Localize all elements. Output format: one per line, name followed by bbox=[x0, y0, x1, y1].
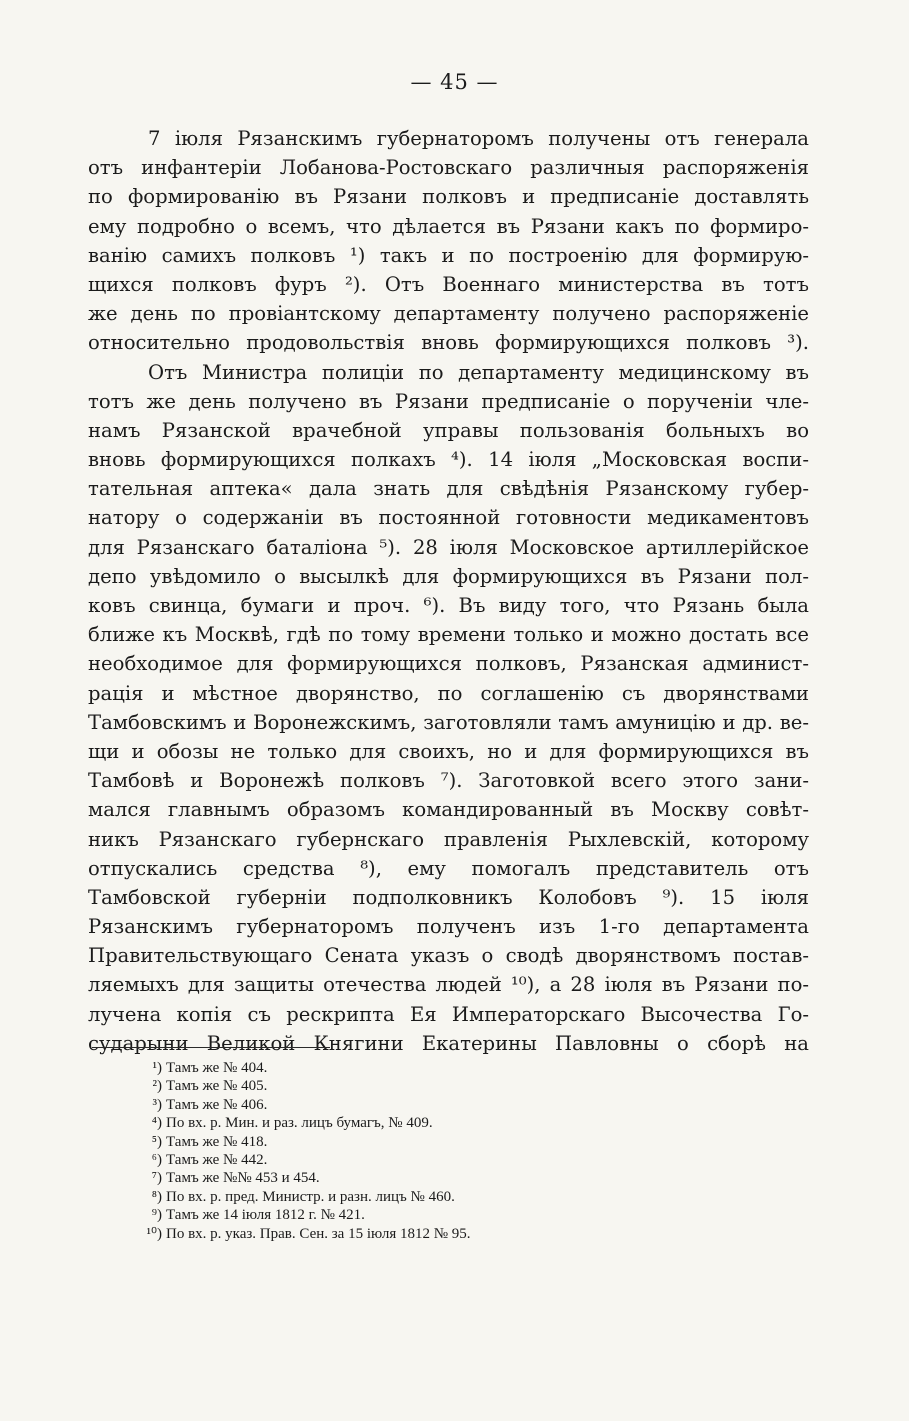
text-line: ближе къ Москвѣ, гдѣ по тому времени только и можно достать все bbox=[88, 623, 809, 647]
footnote bbox=[130, 1059, 690, 1077]
footnote-text: По вх. р. пред. Министр. и разн. лицъ № 460. bbox=[166, 1188, 455, 1205]
footnote bbox=[130, 1133, 690, 1151]
text-line: депо увѣдомило о высылкѣ для формирующихся въ Рязани пол- bbox=[88, 564, 809, 588]
footnote-text: Тамъ же № 406. bbox=[166, 1096, 268, 1113]
text-line: Рязанскимъ губернаторомъ полученъ изъ 1-го департамента bbox=[88, 915, 809, 939]
text-line: намъ Рязанской врачебной управы пользованія больныхъ во bbox=[88, 418, 809, 442]
footnote bbox=[130, 1169, 690, 1187]
text-line: же день по провіантскому департаменту получено распоряженіе bbox=[88, 302, 809, 326]
footnote-mark: ⁷) bbox=[151, 1170, 162, 1187]
footnote bbox=[130, 1225, 690, 1243]
text-line: Правительствующаго Сената указъ о сводѣ дворянствомъ постав- bbox=[88, 944, 809, 968]
text-line: отъ инфантеріи Лобанова-Ростовскаго различныя распоряженія bbox=[88, 156, 809, 180]
text-line: никъ Рязанскаго губернскаго правленія Рыхлевскій, которому bbox=[88, 827, 809, 851]
text-line: Тамбовскимъ и Воронежскимъ, заготовляли тамъ амуницію и др. ве- bbox=[88, 710, 809, 734]
footnote-text: Тамъ же № 404. bbox=[166, 1060, 268, 1076]
footnote-text: По вх. р. Мин. и раз. лицъ бумагъ, № 409. bbox=[166, 1115, 433, 1132]
footnote-text: Тамъ же № 418. bbox=[166, 1133, 268, 1150]
footnote-mark: ⁹) bbox=[151, 1207, 162, 1224]
footnote-mark: ¹) bbox=[152, 1060, 162, 1076]
footnote bbox=[130, 1077, 690, 1095]
footnote-mark: ⁴) bbox=[151, 1115, 162, 1132]
text-line: тательная аптека« дала знать для свѣдѣнія Рязанскому губер- bbox=[88, 477, 809, 501]
text-line: щихся полковъ фуръ ²). Отъ Военнаго министерства въ тотъ bbox=[88, 272, 809, 296]
text-line: сударыни Великой Княгини Екатерины Павловны о сборѣ на bbox=[88, 1031, 809, 1055]
text-line: необходимое для формирующихся полковъ, Рязанская админист- bbox=[88, 652, 809, 676]
text-line: для Рязанскаго баталіона ⁵). 28 іюля Московское артиллерійское bbox=[88, 535, 809, 559]
text-line: ляемыхъ для защиты отечества людей ¹⁰), а 28 іюля въ Рязани по- bbox=[88, 973, 809, 997]
text-line: ковъ свинца, бумаги и проч. ⁶). Въ виду того, что Рязань была bbox=[88, 594, 809, 617]
text-line: вновь формирующихся полкахъ ⁴). 14 іюля „Московская воспи- bbox=[88, 448, 809, 472]
text-line: 7 іюля Рязанскимъ губернаторомъ получены отъ генерала bbox=[148, 127, 809, 150]
text-line: по формированію въ Рязани полковъ и предписаніе доставлять bbox=[88, 185, 809, 209]
text-line: отпускались средства ⁸), ему помогалъ представитель отъ bbox=[88, 856, 809, 880]
text-line: Отъ Министра полиціи по департаменту медицинскому въ bbox=[148, 360, 809, 384]
footnote-mark: ⁶) bbox=[151, 1151, 162, 1168]
footnote-mark: ⁵) bbox=[151, 1133, 162, 1150]
footnote-mark: ³) bbox=[152, 1096, 162, 1113]
footnote-mark: ²) bbox=[152, 1078, 162, 1095]
footnote-divider bbox=[92, 1047, 330, 1048]
main-text bbox=[88, 124, 809, 1058]
page-number: — 45 — bbox=[410, 70, 499, 94]
text-line: тотъ же день получено въ Рязани предписаніе о порученіи чле- bbox=[88, 389, 809, 413]
footnote-text: Тамъ же №№ 453 и 454. bbox=[166, 1170, 320, 1187]
footnote-mark: ⁸) bbox=[151, 1188, 162, 1205]
text-line: рація и мѣстное дворянство, по соглашенію съ дворянствами bbox=[88, 681, 809, 705]
footnote bbox=[130, 1188, 690, 1206]
footnote-text: Тамъ же № 405. bbox=[166, 1078, 268, 1095]
text-line: натору о содержаніи въ постоянной готовности медикаментовъ bbox=[88, 506, 809, 530]
footnote-mark: ¹⁰) bbox=[146, 1225, 162, 1242]
footnote bbox=[130, 1114, 690, 1132]
footnote-text: Тамъ же № 442. bbox=[166, 1151, 268, 1168]
text-line: относительно продовольствія вновь формирующихся полковъ ³). bbox=[88, 331, 809, 355]
footnote-text: По вх. р. указ. Прав. Сен. за 15 іюля 1812 № 95. bbox=[166, 1225, 471, 1242]
text-line: лучена копія съ рескрипта Ея Императорскаго Высочества Го- bbox=[88, 1002, 809, 1026]
text-line: мался главнымъ образомъ командированный въ Москву совѣт- bbox=[88, 798, 809, 822]
footnote bbox=[130, 1206, 690, 1224]
footnotes bbox=[130, 1059, 690, 1243]
footnote bbox=[130, 1096, 690, 1114]
footnote-text: Тамъ же 14 іюля 1812 г. № 421. bbox=[166, 1207, 365, 1224]
text-line: Тамбовской губерніи подполковникъ Колобовъ ⁹). 15 іюля bbox=[88, 885, 809, 909]
text-line: Тамбовѣ и Воронежѣ полковъ ⁷). Заготовкой всего этого зани- bbox=[88, 769, 809, 793]
footnote bbox=[130, 1151, 690, 1169]
text-line: ванію самихъ полковъ ¹) такъ и по построенію для формирую- bbox=[88, 243, 809, 267]
text-line: щи и обозы не только для своихъ, но и для формирующихся въ bbox=[88, 739, 809, 763]
text-line: ему подробно о всемъ, что дѣлается въ Рязани какъ по формиро- bbox=[88, 214, 809, 238]
